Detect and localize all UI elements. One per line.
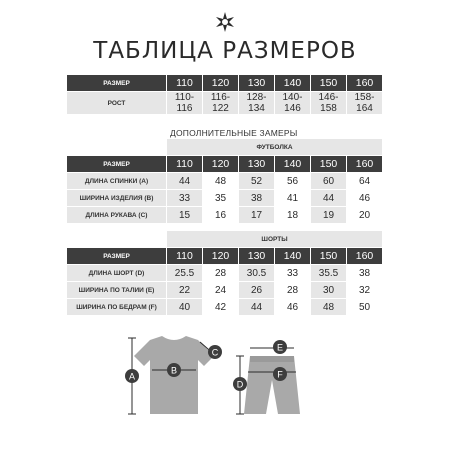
size-cell: 150 [311, 75, 346, 91]
shorts-row-label: ШИРИНА ПО БЕДРАМ (F) [67, 299, 166, 315]
tshirt-cell: 35 [203, 190, 238, 206]
shorts-cell: 32 [347, 282, 382, 298]
shorts-cell: 25.5 [167, 265, 202, 281]
shorts-shape [244, 356, 300, 414]
shorts-cell: 28 [275, 282, 310, 298]
shorts-blank-cell [67, 231, 166, 247]
tshirt-diagram [110, 330, 230, 420]
tshirt-cell: 16 [203, 207, 238, 223]
height-cell: 158-164 [347, 92, 382, 114]
shorts-cell: 38 [347, 265, 382, 281]
shorts-cell: 46 [275, 299, 310, 315]
shorts-cell: 42 [203, 299, 238, 315]
shorts-diagram [228, 334, 308, 420]
tshirt-cell: 60 [311, 173, 346, 189]
tshirt-cell: 46 [347, 190, 382, 206]
size-header-label: РАЗМЕР [67, 75, 166, 91]
shorts-cell: 28 [203, 265, 238, 281]
size-cell: 160 [347, 75, 382, 91]
tshirt-row-label: ШИРИНА ИЗДЕЛИЯ (В) [67, 190, 166, 206]
height-cell: 140-146 [275, 92, 310, 114]
shorts-cell: 26 [239, 282, 274, 298]
tshirt-cell: 18 [275, 207, 310, 223]
size-cell: 120 [203, 248, 238, 264]
shorts-cell: 50 [347, 299, 382, 315]
size-cell: 110 [167, 75, 202, 91]
tshirt-cell: 44 [311, 190, 346, 206]
tshirt-row-label: ДЛИНА РУКАВА (С) [67, 207, 166, 223]
size-cell: 160 [347, 156, 382, 172]
size-cell: 110 [167, 156, 202, 172]
main-size-table [66, 74, 383, 115]
size-cell: 130 [239, 248, 274, 264]
shorts-cell: 35.5 [311, 265, 346, 281]
tshirt-cell: 38 [239, 190, 274, 206]
shorts-row-label: ШИРИНА ПО ТАЛИИ (Е) [67, 282, 166, 298]
tshirt-cell: 17 [239, 207, 274, 223]
tshirt-cell: 15 [167, 207, 202, 223]
shorts-cell: 30.5 [239, 265, 274, 281]
letter-e: E [276, 342, 284, 353]
tshirt-cell: 41 [275, 190, 310, 206]
tshirt-section-label: ФУТБОЛКА [167, 139, 382, 155]
shorts-header-label: РАЗМЕР [67, 248, 166, 264]
shorts-cell: 40 [167, 299, 202, 315]
height-cell: 128-134 [239, 92, 274, 114]
size-cell: 150 [311, 156, 346, 172]
tshirt-cell: 52 [239, 173, 274, 189]
shorts-cell: 30 [311, 282, 346, 298]
tshirt-row-label: ДЛИНА СПИНКИ (А) [67, 173, 166, 189]
shorts-cell: 24 [203, 282, 238, 298]
height-cell: 116-122 [203, 92, 238, 114]
tshirt-header-label: РАЗМЕР [67, 156, 166, 172]
size-cell: 120 [203, 156, 238, 172]
shorts-row-label: ДЛИНА ШОРТ (D) [67, 265, 166, 281]
height-cell: 146-158 [311, 92, 346, 114]
tshirt-blank-cell [67, 139, 166, 155]
size-cell: 160 [347, 248, 382, 264]
size-cell: 140 [275, 75, 310, 91]
size-cell: 140 [275, 248, 310, 264]
size-cell: 120 [203, 75, 238, 91]
tshirt-cell: 33 [167, 190, 202, 206]
tshirt-cell: 56 [275, 173, 310, 189]
letter-b: B [170, 365, 178, 376]
letter-a: A [128, 371, 136, 382]
additional-measurements-title: ДОПОЛНИТЕЛЬНЫЕ ЗАМЕРЫ [170, 128, 298, 138]
shorts-table [66, 230, 383, 316]
brand-logo-icon [214, 11, 236, 33]
tshirt-cell: 48 [203, 173, 238, 189]
shorts-section-label: ШОРТЫ [167, 231, 382, 247]
tshirt-table [66, 138, 383, 224]
letter-f: F [277, 369, 283, 380]
shorts-cell: 44 [239, 299, 274, 315]
size-cell: 140 [275, 156, 310, 172]
shorts-cell: 33 [275, 265, 310, 281]
page-title: ТАБЛИЦА РАЗМЕРОВ [93, 38, 357, 64]
shorts-cell: 22 [167, 282, 202, 298]
shorts-cell: 48 [311, 299, 346, 315]
tshirt-cell: 20 [347, 207, 382, 223]
tshirt-cell: 19 [311, 207, 346, 223]
size-cell: 150 [311, 248, 346, 264]
letter-c: C [211, 347, 219, 358]
tshirt-cell: 64 [347, 173, 382, 189]
height-row-label: РОСТ [67, 92, 166, 114]
height-cell: 110-116 [167, 92, 202, 114]
size-cell: 110 [167, 248, 202, 264]
tshirt-cell: 44 [167, 173, 202, 189]
letter-d: D [236, 379, 244, 390]
size-cell: 130 [239, 75, 274, 91]
size-cell: 130 [239, 156, 274, 172]
